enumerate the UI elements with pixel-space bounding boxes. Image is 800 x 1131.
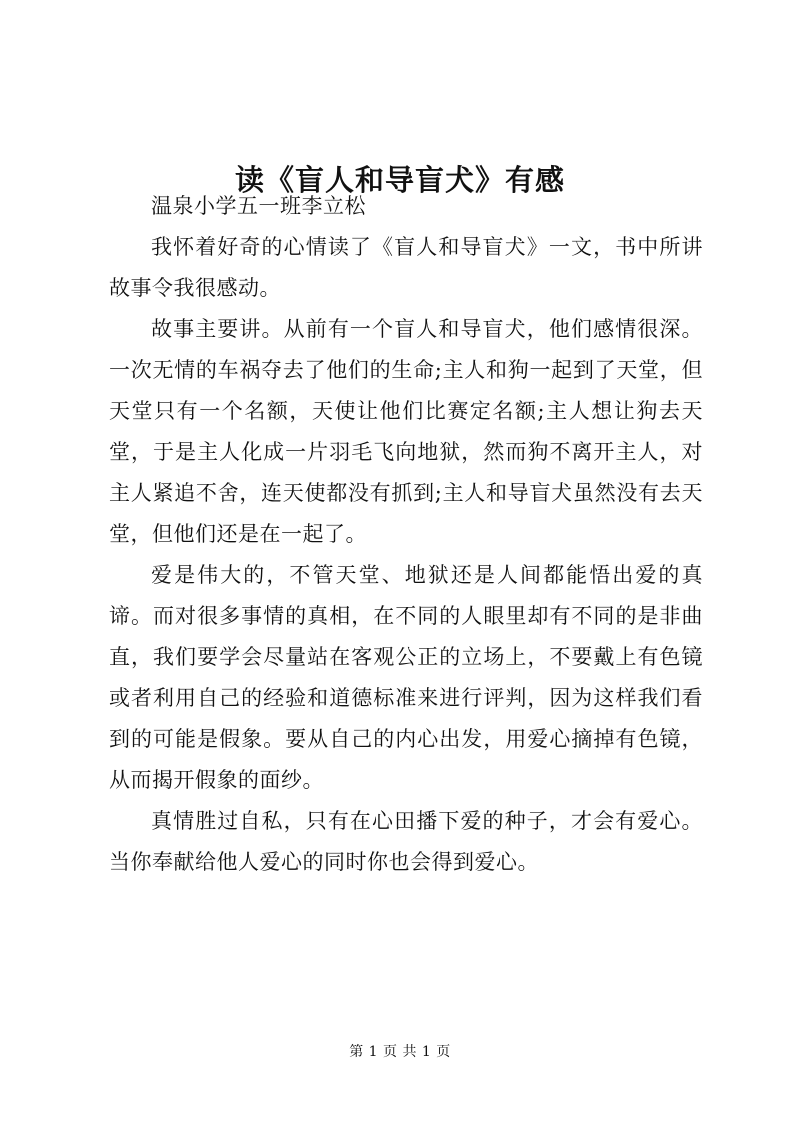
page-footer: 第 1 页 共 1 页 — [349, 1044, 451, 1060]
paragraph: 我怀着好奇的心情读了《盲人和导盲犬》一文，书中所讲故事令我很感动。 — [109, 235, 703, 300]
paragraph: 故事主要讲。从前有一个盲人和导盲犬，他们感情很深。一次无情的车祸夺去了他们的生命;主人和狗一起到了天堂，但天堂只有一个名额，天使让他们比赛定名额;主人想让狗去天堂，于是主人化成一片羽毛飞向地狱，然而狗不离开主人，对主人紧追不舍，连天使都没有抓到;主人和导盲犬虽然没有去天堂，但他们还是在一起了。 — [109, 317, 703, 546]
paragraph: 爱是伟大的，不管天堂、地狱还是人间都能悟出爱的真谛。而对很多事情的真相，在不同的人眼里却有不同的是非曲直，我们要学会尽量站在客观公正的立场上，不要戴上有色镜或者利用自己的经验和道德标准来进行评判，因为这样我们看到的可能是假象。要从自己的内心出发，用爱心摘掉有色镜，从而揭开假象的面纱。 — [109, 563, 703, 792]
author-line: 温泉小学五一班李立松 — [151, 194, 366, 218]
paragraph: 真情胜过自私，只有在心田播下爱的种子，才会有爱心。当你奉献给他人爱心的同时你也会得到爱心。 — [109, 809, 703, 874]
document-title: 读《盲人和导盲犬》有感 — [234, 163, 565, 198]
document-body — [109, 186, 703, 883]
